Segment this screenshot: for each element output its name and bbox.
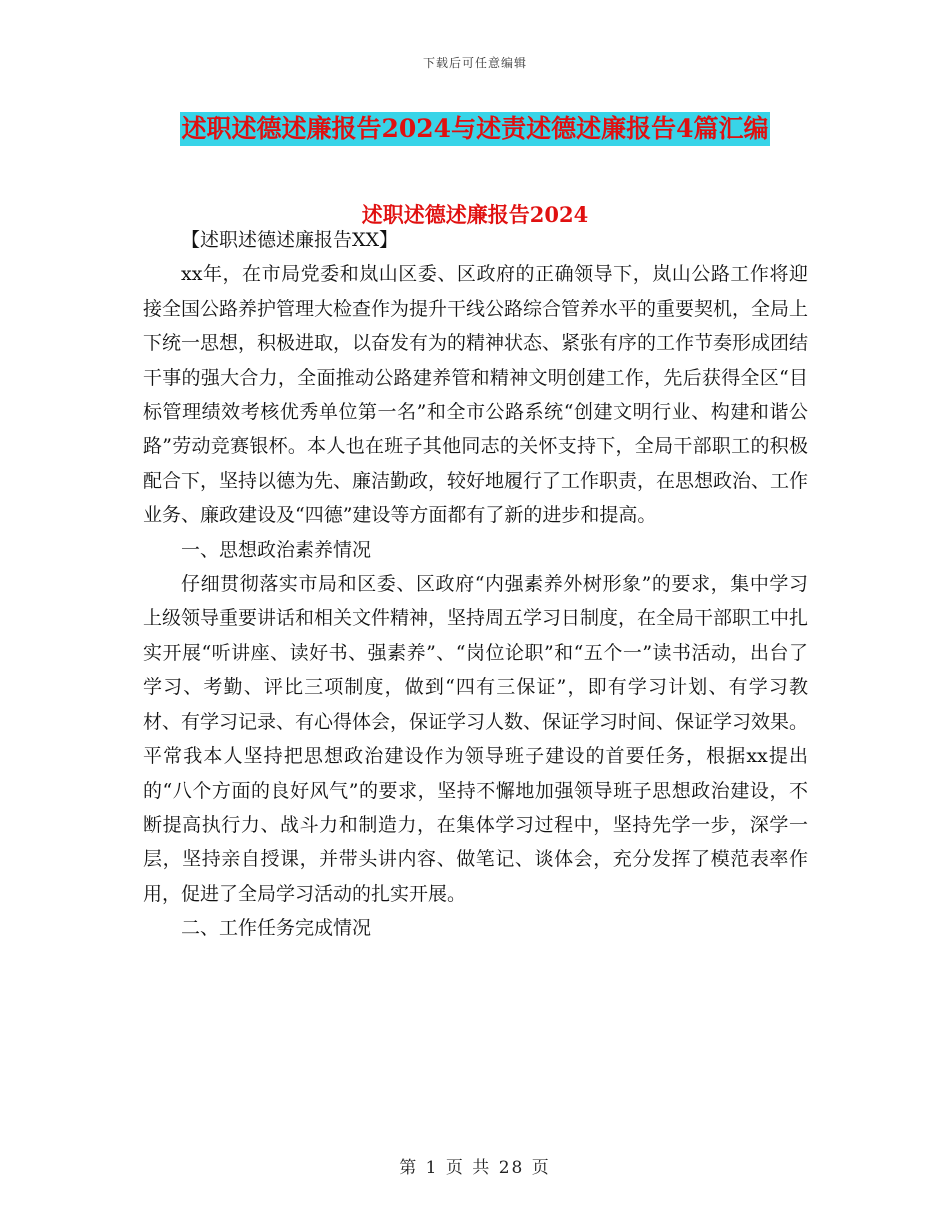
paragraph-section-1: 仔细贯彻落实市局和区委、区政府“内强素养外树形象”的要求，集中学习上级领导重要讲话和相关文件精神，坚持周五学习日制度，在全局干部职工中扎实开展“听讲座、读好书、强素养”、“岗位论职”和“五个一”读书活动，出台了学习、考勤、评比三项制度，做到“四有三保证”，即有学习计划、有学习教材、有学习记录、有心得体会，保证学习人数、保证学习时间、保证学习效果。平常我本人坚持把思想政治建设作为领导班子建设的首要任务，根据xx提出的“八个方面的良好风气”的要求，坚持不懈地加强领导班子思想政治建设，不断提高执行力、战斗力和制造力，在集体学习过程中，坚持先学一步，深学一层，坚持亲自授课，并带头讲内容、做笔记、谈体会，充分发挥了模范表率作用，促进了全局学习活动的扎实开展。 [143, 573, 809, 905]
page-header-note: 下载后可任意编辑 [422, 56, 527, 70]
section-bracket-label: 【述职述德述廉报告XX】 [181, 229, 399, 251]
document-main-title: 述职述德述廉报告2024与述责述德述廉报告4篇汇编 [180, 112, 771, 146]
main-title-container [0, 112, 950, 146]
section-heading-2: 二、工作任务完成情况 [181, 917, 372, 940]
section-heading-1: 一、思想政治素养情况 [181, 538, 372, 561]
document-body [143, 223, 808, 946]
document-subtitle: 述职述德述廉报告2024 [361, 202, 589, 227]
page-footer: 第 1 页 共 28 页 [399, 1158, 551, 1178]
paragraph-intro: xx年，在市局党委和岚山区委、区政府的正确领导下，岚山公路工作将迎接全国公路养护管理大检查作为提升干线公路综合管养水平的重要契机，全局上下统一思想，积极进取，以奋发有为的精神状态、紧张有序的工作节奏形成团结干事的强大合力，全面推动公路建养管和精神文明创建工作，先后获得全区“目标管理绩效考核优秀单位第一名”和全市公路系统“创建文明行业、构建和谐公路”劳动竞赛银杯。本人也在班子其他同志的关怀支持下，全局干部职工的积极配合下，坚持以德为先、廉洁勤政，较好地履行了工作职责，在思想政治、工作业务、廉政建设及“四德”建设等方面都有了新的进步和提高。 [143, 263, 809, 527]
